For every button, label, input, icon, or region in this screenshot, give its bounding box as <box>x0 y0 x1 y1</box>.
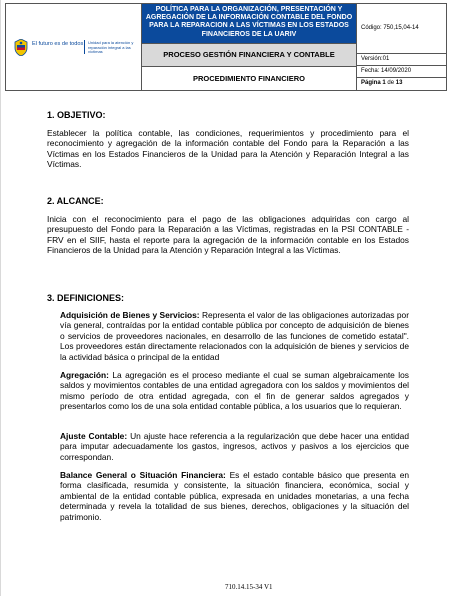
process-name: PROCESO GESTIÓN FINANCIERA Y CONTABLE <box>142 44 356 67</box>
definition-term: Adquisición de Bienes y Servicios: <box>60 310 200 320</box>
page-label: Página <box>361 80 381 86</box>
procedure-name: PROCEDIMIENTO FINANCIERO <box>142 67 356 90</box>
colombia-emblem-icon <box>14 39 28 56</box>
definition-item <box>60 470 409 522</box>
logo-divider <box>84 40 85 54</box>
document-title: POLÍTICA PARA LA ORGANIZACIÓN, PRESENTACIÓN Y AGREGACIÓN DE LA INFORMACIÓN CONTABLE DEL FONDO PARA LA REPARACION A LAS VÍCTIMAS EN LOS ESTADOS FINANCIEROS DE LA UARIV <box>142 4 356 44</box>
definition-text: La agregación es el proceso mediante el cual se suman algebraicamente los saldos y movimientos contables de una entidad agregadora con los saldos y movimientos del mismo período de otra entidad agregada, con el fin de generar saldos agregados y presentarlos como los de una sola entidad contable pública, a los usuarios que lo requieran. <box>60 370 409 412</box>
definition-item <box>60 310 409 362</box>
logo-cell <box>6 4 142 90</box>
document-code: Código: 750,15,04-14 <box>357 4 447 54</box>
logo-slogan: El futuro es de todos <box>32 41 84 47</box>
logo-unit-name: Unidad para la atención y reparación integral a las víctimas <box>88 40 134 55</box>
definition-text: Representa el valor de las obligaciones autorizadas por vía general, contraídas por la entidad contable pública por concepto de adquisición de bienes o servicios de proveedores nacionales, en desarrollo de las funciones de cometido estatal". Los proveedores están directamente relacionados con la adquisición de bienes y servicios de la actividad básica o principal de la entidad <box>60 310 409 362</box>
definition-item <box>60 431 409 462</box>
footer-code: 710.14.15-34 V1 <box>225 583 273 591</box>
section-alcance-title: 2. ALCANCE: <box>47 196 104 206</box>
document-date: Fecha: 14/09/2020 <box>357 66 447 78</box>
document-header <box>5 3 447 91</box>
definition-term: Balance General o Situación Financiera: <box>60 470 226 480</box>
page-of: de <box>387 80 395 86</box>
page-edge <box>0 0 1 596</box>
definition-item <box>60 370 409 412</box>
section-alcance-text: Inicia con el reconocimiento para el pago de las obligaciones adquiridas con cargo al presupuesto del Fondo para la Reparación a las Víctimas, registradas en la PSI CONTABLE -FRV en el SIIF, hasta el reporte para la agregación de la información contable en los Estados Financieros de la Unidad para la Atención y Reparación Integral a las Víctimas. <box>47 214 409 256</box>
section-definiciones-title: 3. DEFINICIONES: <box>47 293 125 303</box>
document-meta <box>356 4 446 90</box>
section-objetivo-title: 1. OBJETIVO: <box>47 110 106 120</box>
page-current: 1 <box>382 80 386 86</box>
definition-text: Es el estado contable básico que presenta en forma clasificada, resumida y consistente, la situación financiera, económica, social y ambiental de la entidad contable pública, expresada en unidades monetarias, a una fecha determinada y revela la totalidad de sus bienes, derechos, obligaciones y la situación del patrimonio. <box>60 470 410 522</box>
document-version: Versión:01 <box>357 54 447 66</box>
definition-term: Ajuste Contable: <box>60 431 128 441</box>
page-total: 13 <box>395 80 403 86</box>
definition-text: Un ajuste hace referencia a la regularización que debe hacer una entidad para imputar adecuadamente los gastos, ingresos, activos y pasivos a los ejercicios que correspondan. <box>60 431 409 462</box>
section-objetivo-text: Establecer la política contable, las condiciones, requerimientos y procedimiento para el reconocimiento y agregación de la información contable del Fondo para la Reparación a las Víctimas en los Estados Financieros de la Unidad para la Atención y Reparación Integral a las Víctimas. <box>47 128 409 170</box>
definition-term: Agregación: <box>60 370 109 380</box>
page-number <box>357 78 447 90</box>
